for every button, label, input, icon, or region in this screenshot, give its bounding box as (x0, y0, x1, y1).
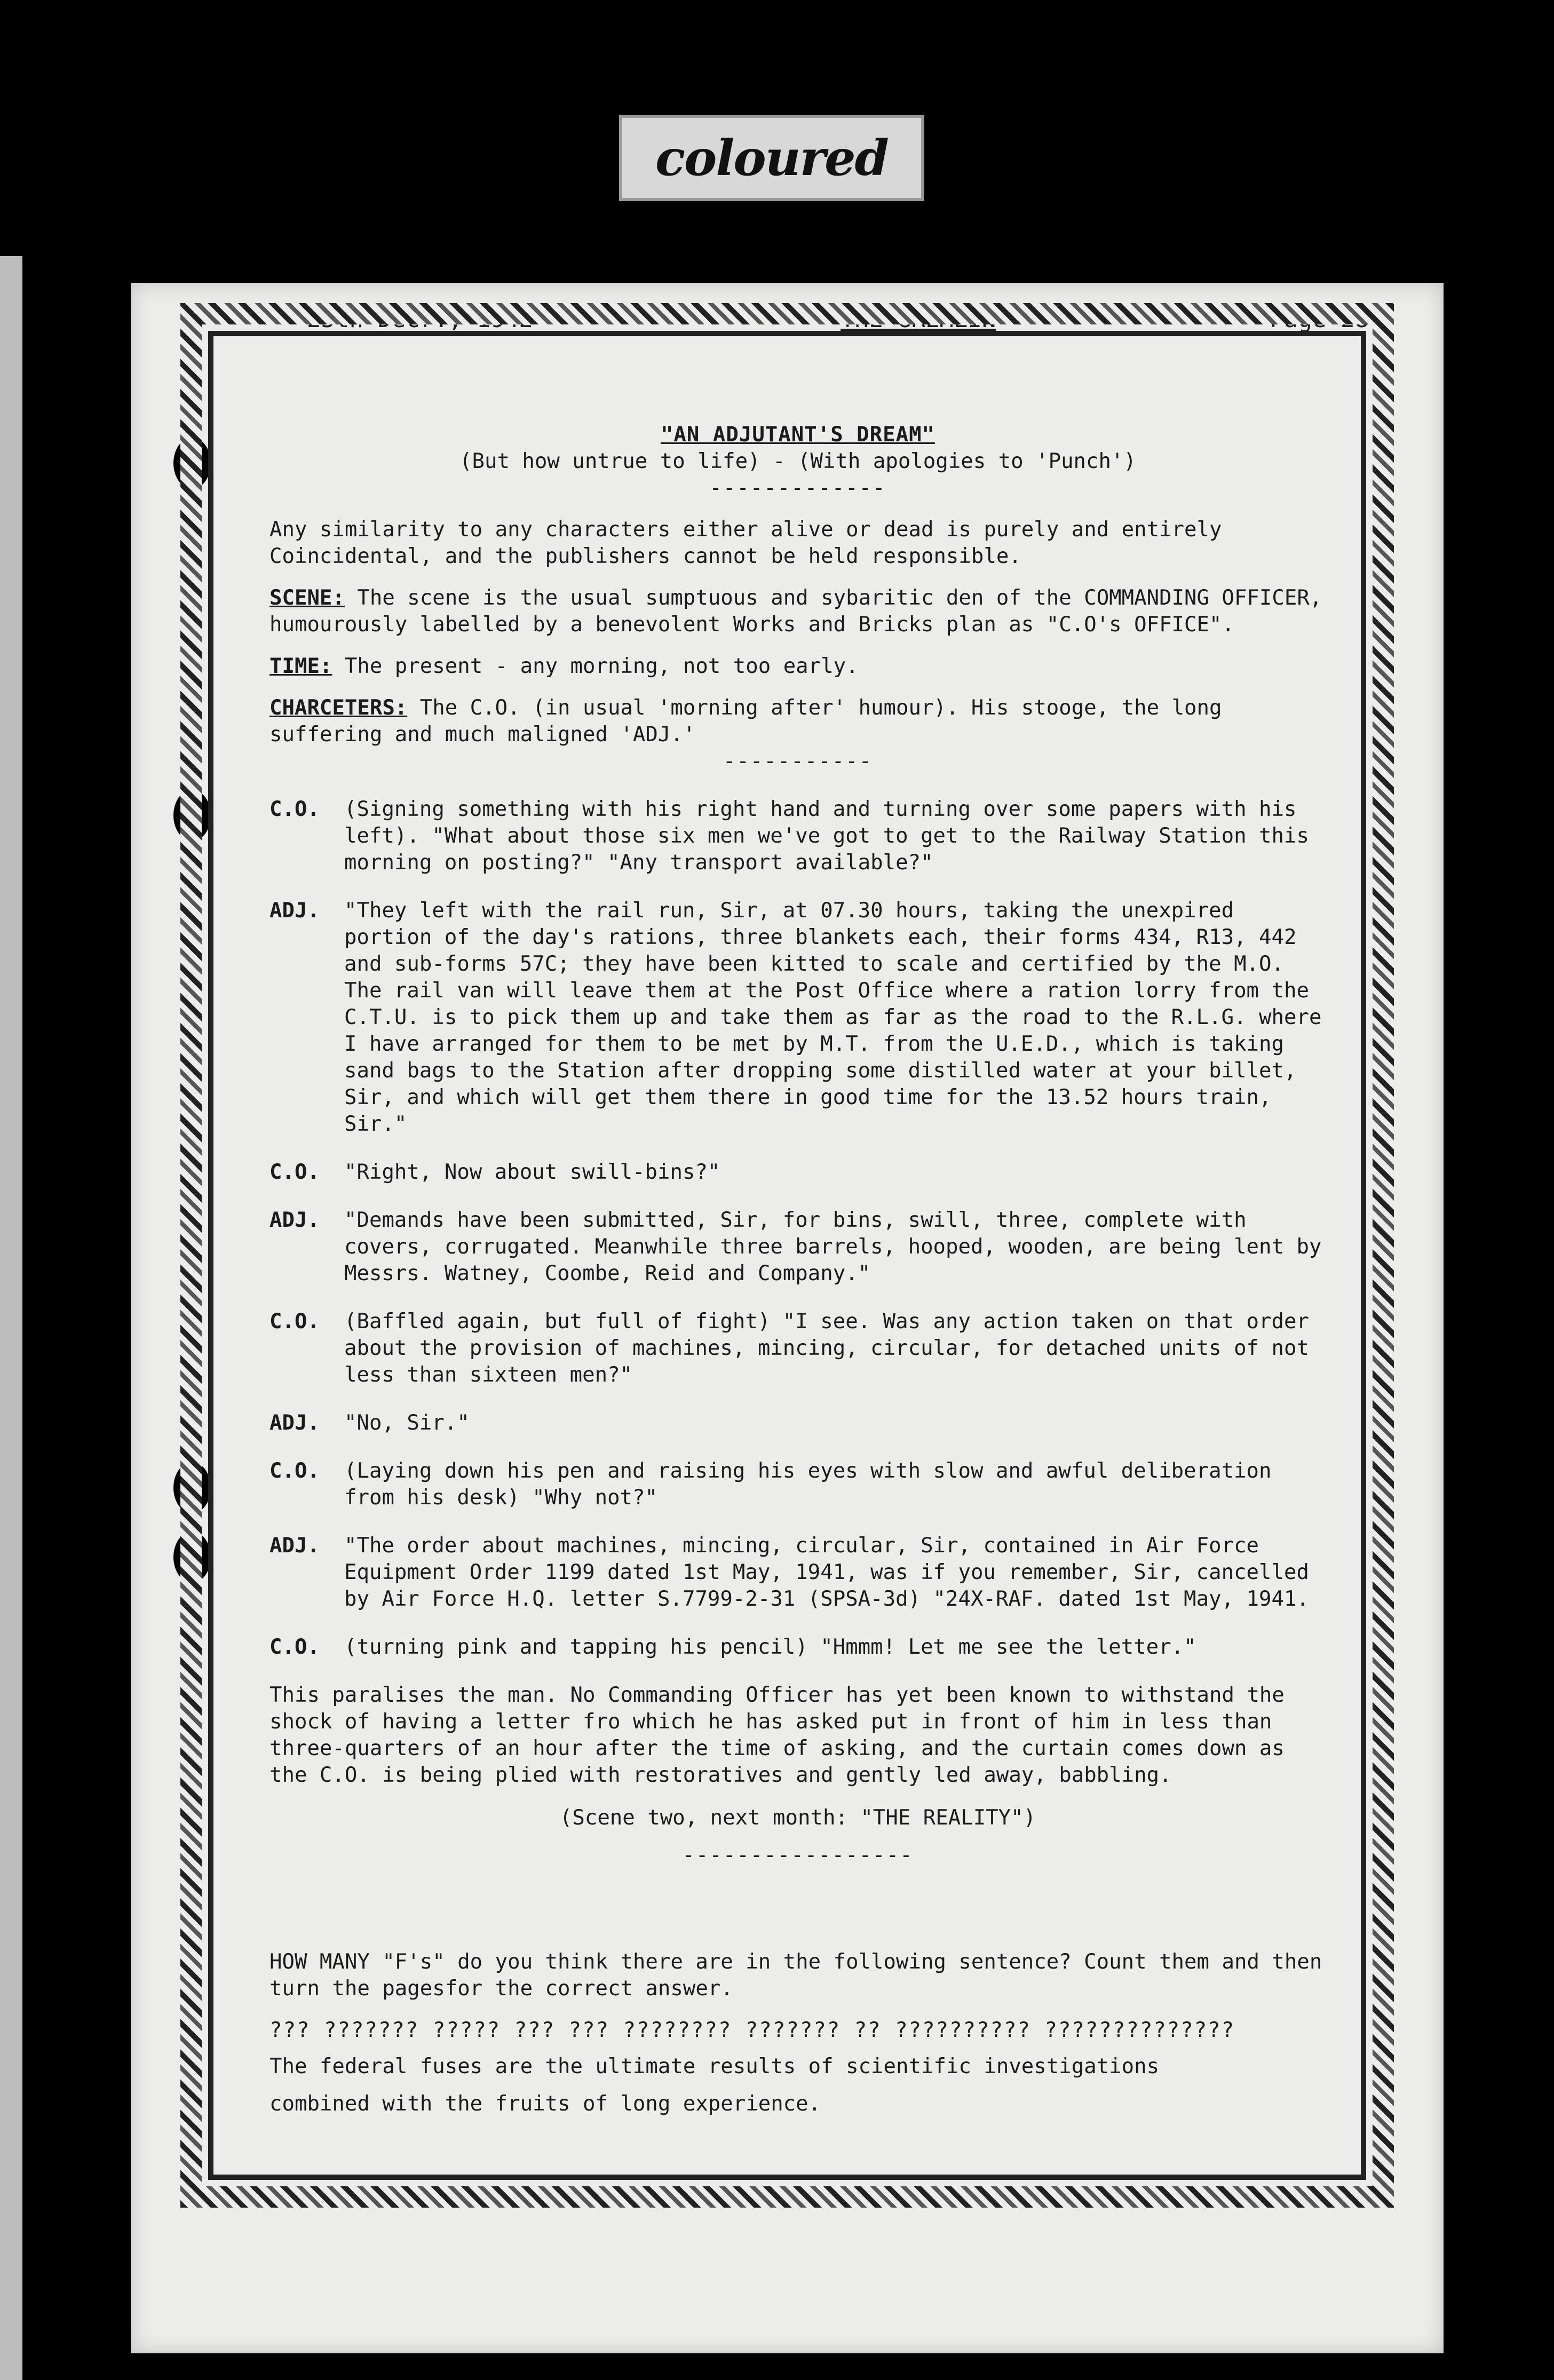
line-text: (Laying down his pen and raising his eyes with slow and awful deliberation from his desk) "Why not?" (344, 1459, 1272, 1510)
puzzle-intro: HOW MANY "F's" do you think there are in the following sentence? Count them and then turn the pagesfor the correct answer. (269, 1950, 1322, 2001)
time-label: TIME: (269, 654, 332, 678)
next-issue-note: (Scene two, next month: "THE REALITY") (559, 1806, 1036, 1830)
line-text: "Demands have been submitted, Sir, for bins, swill, three, complete with covers, corrugated. Meanwhile three barrels, hooped, wooden, are being lent by Messrs. Watney, Coombe, Reid and Company." (344, 1208, 1322, 1286)
label-card-text: coloured (655, 129, 888, 187)
characters-text: The C.O. (in usual 'morning after' humour). His stooge, the long suffering and much maligned 'ADJ.' (269, 696, 1222, 747)
dialogue-line (269, 796, 1326, 876)
divider: ----------------- (682, 1843, 914, 1867)
article-subtitle: (But how untrue to life) - (With apologies to 'Punch') (459, 449, 1136, 473)
dialogue-line (269, 1207, 1326, 1287)
speaker: ADJ. (269, 1208, 320, 1232)
dialogue-line (269, 1458, 1326, 1511)
speaker: ADJ. (269, 1534, 320, 1558)
dialogue-line (269, 1159, 1326, 1186)
line-text: "No, Sir." (344, 1411, 470, 1435)
puzzle-sentence-line-2: combined with the fruits of long experience. (269, 2092, 821, 2116)
characters-label: CHARCETERS: (269, 696, 408, 720)
adjacent-page-edge (0, 256, 22, 2380)
dialogue-line (269, 1634, 1326, 1661)
line-text: (turning pink and tapping his pencil) "Hmmm! Let me see the letter." (344, 1635, 1196, 1659)
scene-paragraph (269, 585, 1326, 638)
document-page (131, 283, 1444, 2353)
article-body (269, 422, 1326, 2117)
time-paragraph (269, 653, 1326, 680)
divider: ----------- (723, 749, 873, 773)
speaker: C.O. (269, 1160, 320, 1184)
page-number: Page 28 (1270, 306, 1369, 333)
archive-label-card (619, 115, 924, 201)
line-text: (Signing something with his right hand and turning over some papers with his left). "What about those six men we've got to get to the Railway Station this morning on posting?" "Any transport available?" (344, 797, 1309, 875)
line-text: "Right, Now about swill-bins?" (344, 1160, 720, 1184)
puzzle-sentence-line-1: The federal fuses are the ultimate results of scientific investigations (269, 2054, 1160, 2078)
speaker: C.O. (269, 1459, 320, 1483)
speaker: C.O. (269, 1310, 320, 1334)
line-text: (Baffled again, but full of fight) "I see. Was any action taken on that order about the provision of machines, mincing, circular, for detached units of not less than sixteen men?" (344, 1310, 1309, 1387)
speaker: C.O. (269, 1635, 320, 1659)
article-title: "AN ADJUTANT'S DREAM" (660, 423, 935, 447)
disclaimer: Any similarity to any characters either alive or dead is purely and entirely Coincidental, and the publishers cannot be held responsible. (269, 518, 1222, 568)
dialogue-line (269, 898, 1326, 1138)
speaker: C.O. (269, 797, 320, 821)
issue-date: 25th Decr., 1942 (307, 306, 533, 333)
line-text: "They left with the rail run, Sir, at 07.30 hours, taking the unexpired portion of the day's rations, three blankets each, their forms 434, R13, 442 and sub-forms 57C; they have been kitted to scale and certified by the M.O. The rail van will leave them at the Post Office where a ration lorry from the C.T.U. is to pick them up and take them as far as the road to the R.L.G. where I have arranged for them to be met by M.T. from the U.E.D., which is taking sand bags to the Station after dropping some distilled water at your billet, Sir, and which will get them there in good time for the 13.52 hours train, Sir." (344, 899, 1322, 1136)
scene-label: SCENE: (269, 586, 345, 610)
dialogue (269, 796, 1326, 1661)
puzzle-masked-line: ??? ??????? ????? ??? ??? ???????? ??????? ?? ?????????? ?????????????? (269, 2018, 1235, 2042)
publication-title: THE GREMLIN (841, 306, 996, 333)
divider: ------------- (709, 476, 886, 500)
line-text: "The order about machines, mincing, circular, Sir, contained in Air Force Equipment Order 1199 dated 1st May, 1941, was if you remember, Sir, cancelled by Air Force H.Q. letter S.7799-2-31 (SPSA-3d) "24X-RAF. dated 1st May, 1941. (344, 1534, 1309, 1611)
dialogue-line (269, 1533, 1326, 1613)
speaker: ADJ. (269, 1411, 320, 1435)
characters-paragraph (269, 695, 1326, 748)
time-text: The present - any morning, not too early. (344, 654, 859, 678)
speaker: ADJ. (269, 899, 320, 923)
dialogue-line (269, 1308, 1326, 1389)
closing-paragraph: This paralises the man. No Commanding Officer has yet been known to withstand the shock of having a letter fro which he has asked put in front of him in less than three-quarters of an hour after the time of asking, and the curtain comes down as the C.O. is being plied with restoratives and gently led away, babbling. (269, 1683, 1285, 1787)
dialogue-line (269, 1410, 1326, 1437)
scene-text: The scene is the usual sumptuous and sybaritic den of the COMMANDING OFFICER, humourously labelled by a benevolent Works and Bricks plan as "C.O's OFFICE". (269, 586, 1322, 637)
